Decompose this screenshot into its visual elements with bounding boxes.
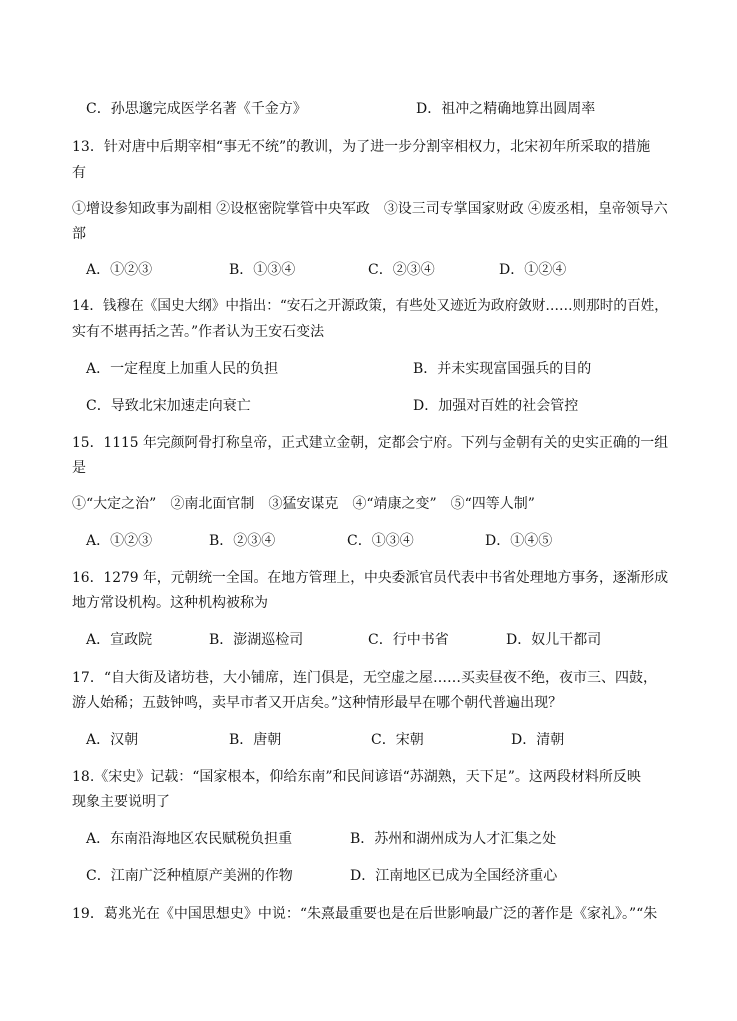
q15-items: ①“大定之治” ②南北面官制 ③猛安谋克 ④“靖康之变” ⑤“四等人制”	[72, 496, 535, 512]
q12-option-c: C．孙思邈完成医学名著《千金方》	[86, 101, 307, 117]
q15-option-d: D．①④⑤	[485, 533, 553, 549]
q15-stem-line-2: 是	[72, 460, 86, 476]
q14-option-a: A．一定程度上加重人民的负担	[86, 361, 279, 377]
q18-option-d: D．江南地区已成为全国经济重心	[350, 868, 558, 884]
q14-option-b: B．并未实现富国强兵的目的	[413, 361, 592, 377]
q16-option-a: A．宣政院	[86, 632, 153, 648]
q19-stem-line-1: 19．葛兆光在《中国思想史》中说：“朱熹最重要也是在后世影响最广泛的著作是《家礼》。”“朱	[72, 906, 658, 922]
q17-option-b: B．唐朝	[229, 732, 282, 748]
q15-option-b: B．②③④	[209, 533, 276, 549]
q18-stem-line-2: 现象主要说明了	[72, 794, 170, 810]
q17-stem-line-2: 游人始稀；五鼓钟鸣，卖早市者又开店矣。”这种情形最早在哪个朝代普遍出现？	[72, 695, 563, 711]
q13-option-b: B．①③④	[229, 262, 296, 278]
q13-option-c: C．②③④	[368, 262, 435, 278]
q14-option-c: C．导致北宋加速走向衰亡	[86, 398, 251, 414]
q17-stem-line-1: 17．“自大街及诸坊巷，大小铺席，连门俱是，无空虚之屋……买卖昼夜不绝，夜市三、四鼓，	[72, 670, 657, 686]
q16-option-d: D．奴儿干都司	[506, 632, 602, 648]
q18-option-a: A．东南沿海地区农民赋税负担重	[86, 831, 293, 847]
q13-option-d: D．①②④	[499, 262, 567, 278]
q13-items-line-2: 部	[72, 226, 86, 242]
q16-option-b: B．澎湖巡检司	[209, 632, 304, 648]
q16-stem-line-2: 地方常设机构。这种机构被称为	[72, 595, 268, 611]
q13-option-a: A．①②③	[86, 262, 153, 278]
q16-stem-line-1: 16．1279 年，元朝统一全国。在地方管理上，中央委派官员代表中书省处理地方事务，逐渐形成	[72, 570, 669, 586]
q15-option-c: C．①③④	[347, 533, 414, 549]
q17-option-a: A．汉朝	[86, 732, 139, 748]
q17-option-d: D．清朝	[511, 732, 565, 748]
q18-option-c: C．江南广泛种植原产美洲的作物	[86, 868, 293, 884]
q13-stem-line-1: 13．针对唐中后期宰相“事无不统”的教训，为了进一步分割宰相权力，北宋初年所采取的措施	[72, 139, 651, 155]
q15-stem-line-1: 15．1115 年完颜阿骨打称皇帝，正式建立金朝，定都会宁府。下列与金朝有关的史实正确的一组	[72, 435, 669, 451]
q13-stem-line-2: 有	[72, 165, 86, 181]
q14-option-d: D．加强对百姓的社会管控	[413, 398, 579, 414]
q18-option-b: B．苏州和湖州成为人才汇集之处	[350, 831, 557, 847]
q12-option-d: D．祖冲之精确地算出圆周率	[416, 101, 596, 117]
q15-option-a: A．①②③	[86, 533, 153, 549]
q16-option-c: C．行中书省	[368, 632, 449, 648]
q18-stem-line-1: 18.《宋史》记载：“国家根本，仰给东南”和民间谚语“苏湖熟，天下足”。这两段材料所反映	[72, 769, 641, 785]
q14-stem-line-1: 14．钱穆在《国史大纲》中指出：“安石之开源政策，有些处又迹近为政府敛财……则那时的百姓，	[72, 298, 668, 314]
q14-stem-line-2: 实有不堪再括之苦。”作者认为王安石变法	[72, 324, 325, 340]
q17-option-c: C．宋朝	[371, 732, 424, 748]
q13-items-line-1: ①增设参知政事为副相 ②设枢密院掌管中央军政 ③设三司专掌国家财政 ④废丞相，皇帝领导六	[72, 201, 668, 217]
